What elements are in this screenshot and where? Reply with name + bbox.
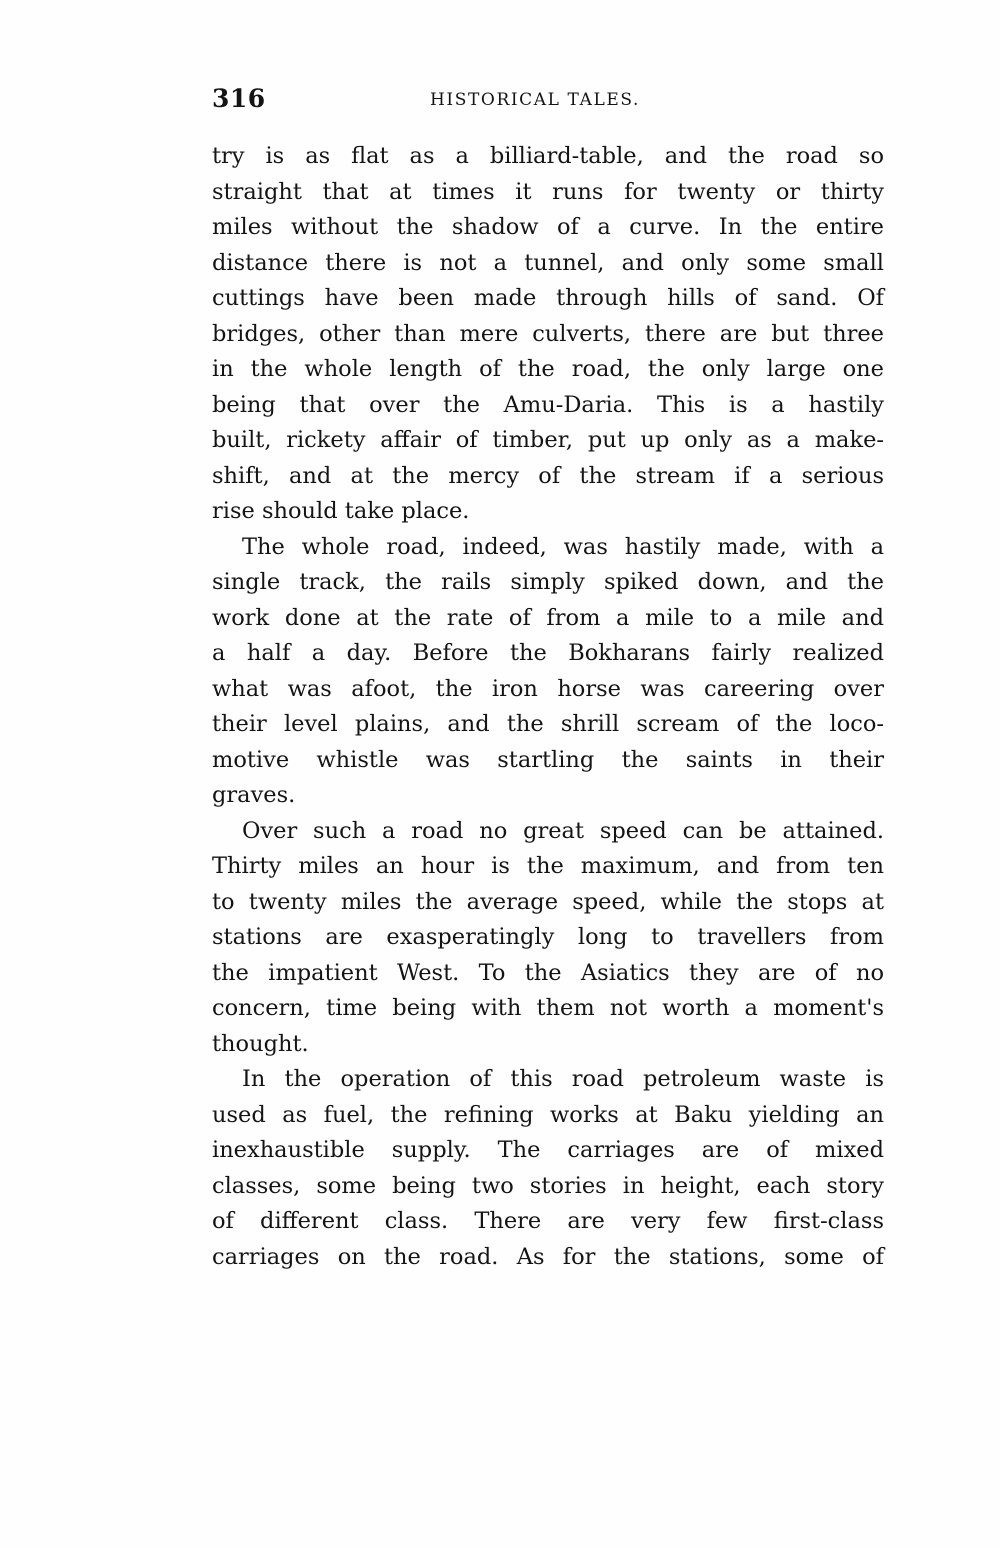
text-line: distance there is not a tunnel, and only some small [212, 249, 884, 276]
paragraph [212, 530, 884, 814]
text-line: The whole road, indeed, was hastily made, with a [242, 533, 884, 560]
running-head [212, 84, 884, 118]
text-line: single track, the rails simply spiked down, and the [212, 569, 884, 595]
text-line: work done at the rate of from a mile to a mile and [212, 604, 884, 631]
page-number: 316 [212, 84, 266, 113]
text-line: built, rickety affair of timber, put up only as a make- [212, 427, 884, 453]
text-line: being that over the Amu-Daria. This is a hastily [212, 391, 884, 418]
text-line: try is as flat as a billiard-table, and the road so [212, 143, 884, 169]
running-title: HISTORICAL TALES. [430, 90, 640, 110]
text-line: in the whole length of the road, the only large one [212, 356, 884, 382]
text-line: carriages on the road. As for the stations, some of [212, 1243, 884, 1270]
text-line: of different class. There are very few first-class [212, 1208, 884, 1234]
text-line: used as fuel, the refining works at Baku yielding an [212, 1101, 884, 1128]
text-line: to twenty miles the average speed, while the stops at [212, 888, 884, 915]
text-line: bridges, other than mere culverts, there are but three [212, 320, 884, 347]
text-line: stations are exasperatingly long to travellers from [212, 924, 884, 950]
paragraph [212, 1062, 884, 1275]
text-line: thought. [212, 1030, 309, 1057]
text-line: what was afoot, the iron horse was careering over [212, 675, 884, 702]
text-line: classes, some being two stories in height, each story [212, 1172, 884, 1199]
text-line: a half a day. Before the Bokharans fairly realized [212, 640, 884, 666]
text-line: In the operation of this road petroleum waste is [242, 1066, 884, 1092]
text-line: motive whistle was startling the saints in their [212, 746, 884, 773]
text-line: Over such a road no great speed can be attained. [242, 817, 884, 844]
text-line: straight that at times it runs for twenty or thirty [212, 178, 884, 205]
text-line: miles without the shadow of a curve. In the entire [212, 214, 884, 240]
text-line: Thirty miles an hour is the maximum, and from ten [212, 853, 884, 879]
text-line: the impatient West. To the Asiatics they are of no [212, 959, 884, 986]
text-line: their level plains, and the shrill scream of the loco- [212, 711, 884, 737]
text-line: inexhaustible supply. The carriages are of mixed [212, 1137, 884, 1163]
text-line: cuttings have been made through hills of sand. Of [212, 285, 884, 311]
paragraph [212, 139, 884, 530]
body-text [212, 139, 884, 1275]
text-line: rise should take place. [212, 498, 470, 524]
paragraph [212, 814, 884, 1063]
text-line: graves. [212, 782, 296, 808]
text-line: shift, and at the mercy of the stream if a serious [212, 462, 884, 489]
text-line: concern, time being with them not worth a moment's [212, 995, 884, 1021]
